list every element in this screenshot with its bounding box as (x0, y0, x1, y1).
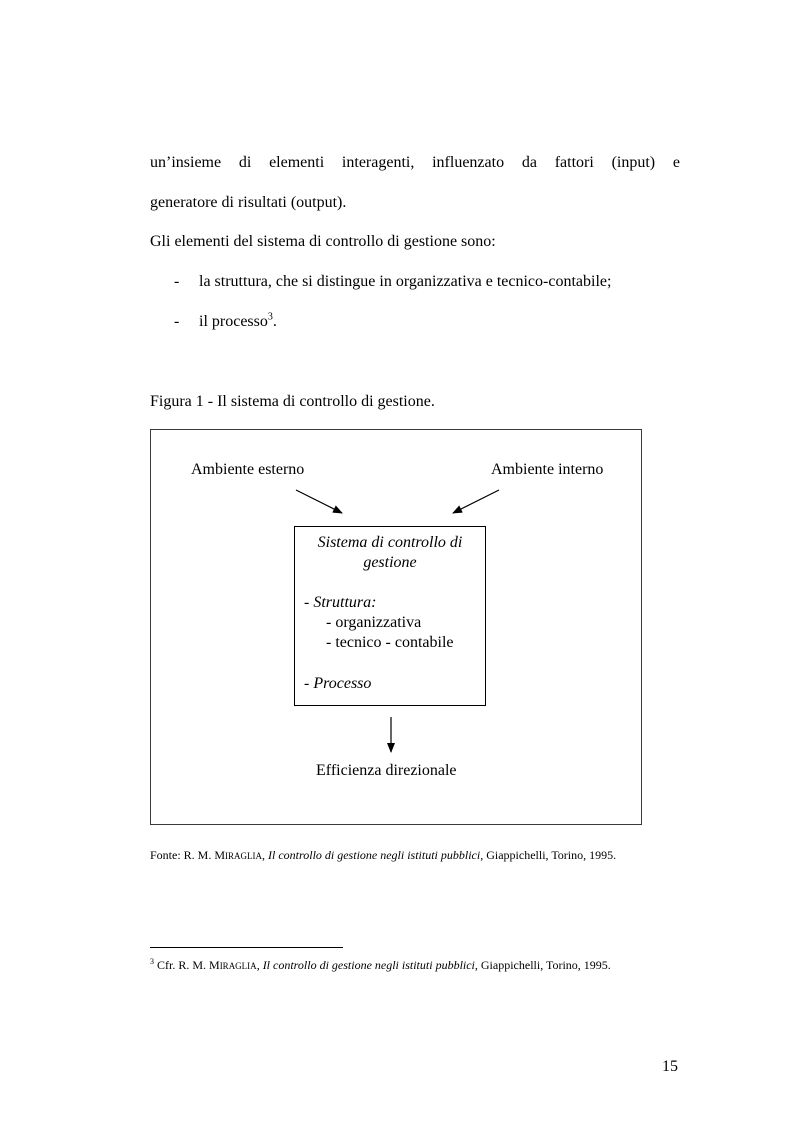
bullet-item-2-text: il processo (199, 313, 268, 330)
bullet-item-2-after: . (272, 313, 277, 330)
internal-environment-label: Ambiente interno (491, 461, 604, 478)
arrow-external-to-system (296, 490, 342, 513)
footnote-author-smallcaps: IRAGLIA (219, 961, 257, 971)
struttura-item-1: - organizzativa (326, 614, 422, 631)
footnote-title: Il controllo di gestione negli istituti pubblici (262, 958, 475, 972)
processo-label: Processo (313, 675, 372, 692)
footnote-number: 3 (150, 957, 154, 966)
bullet-item-1: la struttura, che si distingue in organizzativa e tecnico-contabile; (199, 273, 612, 290)
source-rest: , Giappichelli, Torino, 1995. (480, 848, 617, 862)
processo-line (304, 675, 371, 693)
source-author-smallcaps: IRAGLIA (225, 851, 263, 861)
footnote-3 (150, 958, 611, 973)
footnote-prefix: Cfr. R. M. M (154, 958, 220, 972)
page-number: 15 (662, 1058, 678, 1075)
bullet-dash-1: - (174, 273, 180, 290)
source-sep: , (262, 848, 269, 862)
figure-caption: Figura 1 - Il sistema di controllo di gestione. (150, 393, 435, 410)
footnote-sep: , (256, 958, 263, 972)
body-line-1: un’insieme di elementi interagenti, influenzato da fattori (input) e (150, 154, 680, 171)
external-environment-label: Ambiente esterno (191, 461, 305, 478)
source-prefix: Fonte: R. M. M (150, 848, 226, 862)
system-title-line-1: Sistema di controllo di (317, 534, 463, 551)
arrow-internal-to-system (453, 490, 499, 513)
struttura-item-2: - tecnico - contabile (326, 634, 454, 651)
struttura-label: Struttura: (313, 594, 377, 611)
figure-source (150, 848, 616, 863)
processo-prefix: - (304, 675, 314, 692)
output-label: Efficienza direzionale (316, 762, 457, 779)
body-line-3: Gli elementi del sistema di controllo di gestione sono: (150, 233, 496, 250)
footnote-ref-3[interactable]: 3 (267, 311, 273, 323)
bullet-dash-2: - (174, 313, 180, 330)
footnote-separator (150, 947, 343, 948)
footnote-rest: , Giappichelli, Torino, 1995. (474, 958, 611, 972)
source-title: Il controllo di gestione negli istituti pubblici (268, 848, 481, 862)
body-line-2: generatore di risultati (output). (150, 194, 347, 211)
system-title-line-2: gestione (363, 554, 417, 571)
struttura-prefix: - (304, 594, 314, 611)
struttura-line (304, 594, 376, 612)
